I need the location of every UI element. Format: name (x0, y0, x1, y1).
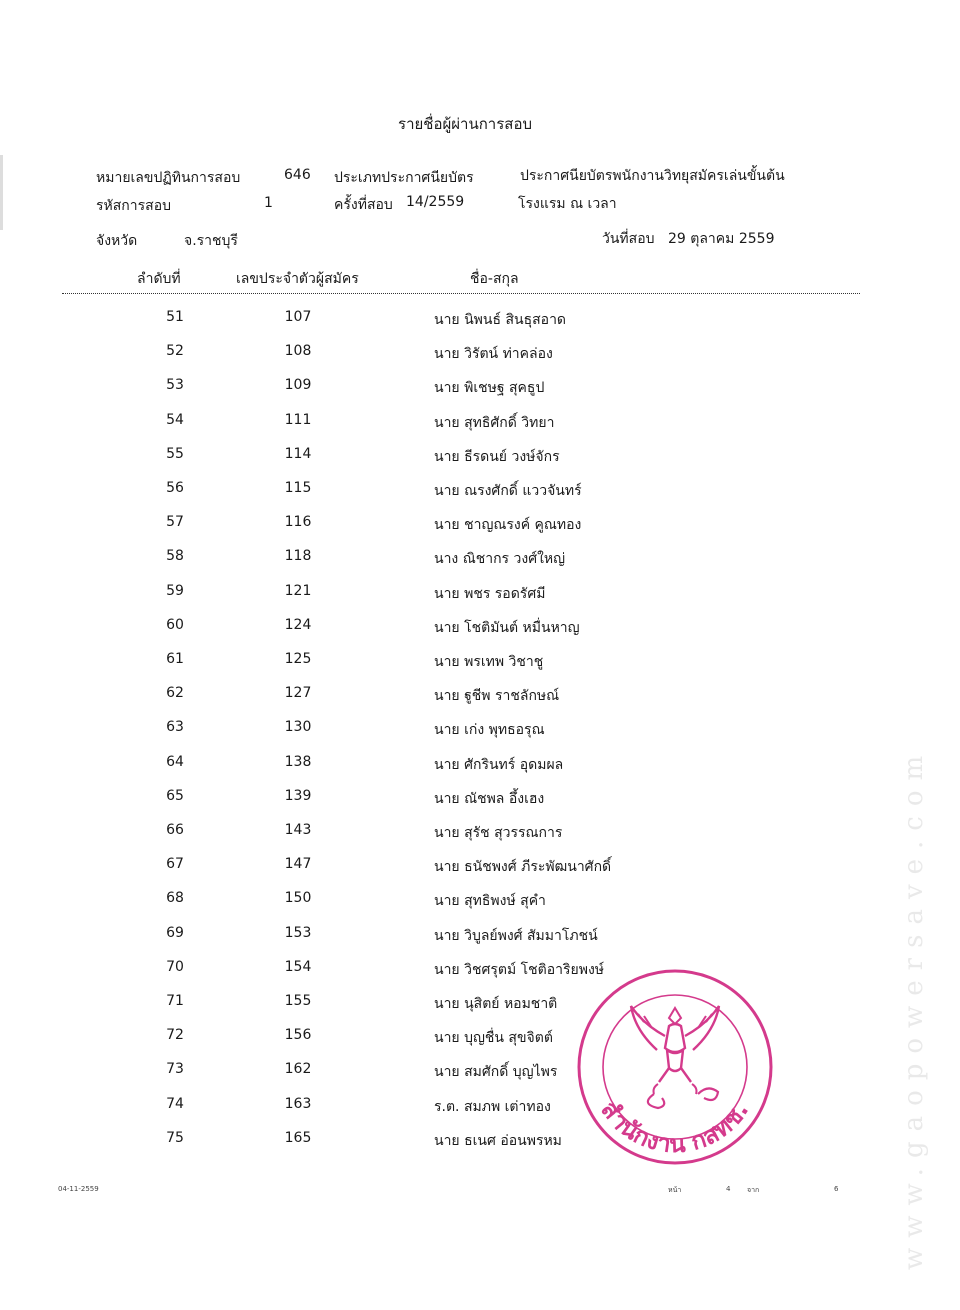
row-no: 55 (166, 445, 184, 462)
province-value: จ.ราชบุรี (184, 233, 238, 249)
table-row (0, 959, 960, 989)
row-candidate-id: 125 (284, 651, 312, 667)
row-candidate-id: 118 (284, 548, 312, 565)
row-candidate-id: 139 (284, 787, 312, 804)
row-no: 70 (166, 958, 184, 975)
row-no: 68 (166, 890, 184, 907)
venue: โรงแรม ณ เวลา (518, 196, 617, 212)
row-no: 73 (166, 1061, 184, 1078)
row-candidate-id: 116 (284, 514, 312, 531)
row-name: นาย วิบูลย์พงศ์ สัมมาโภชน์ (434, 927, 598, 944)
row-no: 53 (166, 377, 184, 394)
permit-label: หมายเลขปฏิทินการสอบ (96, 170, 241, 186)
row-no: 51 (166, 309, 184, 325)
row-name: นาย ธีรดนย์ วงษ์จักร (434, 448, 560, 465)
table-row (0, 822, 960, 852)
row-name: นาย พิเชษฐ สุคธูป (434, 380, 545, 397)
round-label: ครั้งที่สอบ (334, 197, 393, 213)
row-candidate-id: 109 (284, 377, 312, 394)
table-row (0, 856, 960, 886)
cert-type-value: ประกาศนียบัตรพนักงานวิทยุสมัครเล่นขั้นต้น (520, 168, 785, 184)
table-row (0, 1096, 960, 1126)
table-row (0, 788, 960, 818)
row-candidate-id: 153 (284, 924, 312, 941)
row-candidate-id: 163 (284, 1095, 312, 1112)
page-number: 4 (726, 1185, 731, 1193)
row-candidate-id: 138 (284, 753, 312, 770)
print-date: 04-11-2559 (58, 1185, 99, 1193)
col-header-name: ชื่อ-สกุล (470, 271, 519, 287)
row-candidate-id: 127 (284, 685, 312, 702)
row-name: นาย ฐูชีพ ราชลักษณ์ (434, 688, 560, 705)
row-name: นาย ณรงศักดิ์ แววจันทร์ (434, 483, 582, 499)
row-name: นาย สมศักดิ์ บุญไพร (434, 1064, 558, 1081)
table-row (0, 412, 960, 442)
row-name: นาย สุรัช สุวรรณการ (434, 825, 563, 841)
table-row (0, 480, 960, 510)
exam-date-label: วันที่สอบ (602, 231, 655, 247)
page-label: หน้า (668, 1186, 682, 1194)
row-name: นาย วิรัตน์ ท่าคล่อง (434, 346, 553, 363)
row-name: นาย พชร รอดรัศมี (434, 585, 546, 602)
table-row (0, 890, 960, 920)
table-row (0, 719, 960, 749)
row-candidate-id: 111 (284, 411, 312, 428)
row-candidate-id: 108 (284, 343, 312, 360)
row-candidate-id: 150 (284, 890, 312, 907)
row-name: นาย สุทธิศักดิ์ วิทยา (434, 414, 555, 431)
round-value: 14/2559 (406, 194, 465, 210)
official-seal (574, 966, 776, 1168)
row-candidate-id: 121 (284, 582, 312, 599)
table-row (0, 925, 960, 955)
table-row (0, 446, 960, 476)
table-row (0, 1130, 960, 1160)
svg-text:สำนักงาน กสทช. (595, 1096, 754, 1159)
row-name: นาย โชติมันต์ หมื่นหาญ (434, 619, 580, 636)
row-name: นาย ชาญณรงค์ คูณทอง (434, 517, 582, 534)
row-name: นาย นิพนธ์ สินธุสอาด (434, 312, 567, 328)
table-row (0, 583, 960, 613)
row-no: 57 (166, 514, 184, 531)
row-name: ร.ต. สมภพ เต่าทอง (434, 1098, 551, 1115)
row-no: 56 (166, 480, 184, 496)
row-name: นาย วิชศรุตม์ โชติอาริยพงษ์ (434, 961, 605, 978)
row-name: นาย สุทธิพงษ์ สุคำ (434, 893, 546, 910)
table-row (0, 617, 960, 647)
row-candidate-id: 165 (284, 1129, 312, 1146)
row-name: นาย ธนัชพงศ์ ภีระพัฒนาศักดิ์ (434, 859, 612, 876)
row-no: 69 (166, 924, 184, 941)
garuda-emblem-icon (631, 1006, 719, 1108)
of-label: จาก (747, 1186, 760, 1194)
row-name: นาย ศักรินทร์ อุดมผล (434, 756, 564, 773)
table-row (0, 1061, 960, 1091)
table-row (0, 685, 960, 715)
row-no: 67 (166, 856, 184, 873)
row-name: นาง ณิชากร วงศ์ใหญ่ (434, 551, 566, 568)
row-no: 65 (166, 787, 184, 804)
row-name: นาย บุญชื่น สุขจิตต์ (434, 1030, 553, 1047)
page-total: 6 (834, 1185, 839, 1193)
permit-value: 646 (284, 167, 311, 183)
table-row (0, 993, 960, 1023)
scan-edge (0, 155, 3, 230)
row-no: 59 (166, 582, 184, 599)
exam-date-value: 29 ตุลาคม 2559 (668, 231, 775, 247)
table-row (0, 377, 960, 407)
table-row (0, 514, 960, 544)
watermark (899, 60, 929, 1280)
row-name: นาย ณัชพล อึ้งเฮง (434, 790, 545, 807)
row-no: 74 (166, 1095, 184, 1112)
row-candidate-id: 124 (284, 616, 312, 633)
row-candidate-id: 156 (284, 1027, 312, 1044)
row-no: 60 (166, 616, 184, 633)
table-row (0, 548, 960, 578)
page-title: รายชื่อผู้ผ่านการสอบ (398, 115, 532, 133)
province-label: จังหวัด (96, 233, 138, 249)
cert-type-label: ประเภทประกาศนียบัตร (334, 170, 474, 186)
row-candidate-id: 130 (284, 719, 312, 736)
row-no: 61 (166, 651, 184, 667)
row-no: 71 (166, 993, 184, 1009)
col-header-id: เลขประจำตัวผู้สมัคร (236, 271, 359, 287)
row-no: 58 (166, 548, 184, 565)
row-candidate-id: 143 (284, 822, 312, 838)
row-candidate-id: 155 (284, 993, 312, 1009)
row-no: 63 (166, 719, 184, 736)
exam-code-value: 1 (264, 195, 273, 211)
watermark-text: www.gaopowersave.com (899, 745, 929, 1270)
row-no: 66 (166, 822, 184, 838)
row-no: 75 (166, 1129, 184, 1146)
row-name: นาย ธเนศ อ่อนพรหม (434, 1132, 562, 1149)
row-no: 62 (166, 685, 184, 702)
row-no: 52 (166, 343, 184, 360)
table-row (0, 651, 960, 681)
row-candidate-id: 162 (284, 1061, 312, 1078)
table-row (0, 309, 960, 339)
table-row (0, 754, 960, 784)
row-candidate-id: 114 (284, 445, 312, 462)
row-no: 72 (166, 1027, 184, 1044)
row-no: 54 (166, 411, 184, 428)
row-name: นาย นุสิตย์ หอมชาติ (434, 996, 558, 1012)
col-header-no: ลำดับที่ (137, 271, 181, 287)
table-row (0, 343, 960, 373)
row-candidate-id: 154 (284, 958, 312, 975)
row-candidate-id: 115 (284, 480, 312, 496)
row-candidate-id: 147 (284, 856, 312, 873)
exam-code-label: รหัสการสอบ (96, 198, 171, 214)
header-divider (62, 293, 860, 294)
row-no: 64 (166, 753, 184, 770)
row-name: นาย พรเทพ วิชาชู (434, 654, 544, 670)
row-candidate-id: 107 (284, 309, 312, 325)
row-name: นาย เก่ง พุทธอรุณ (434, 722, 545, 739)
seal-text: สำนักงาน กสทช. (595, 1095, 755, 1159)
table-row (0, 1027, 960, 1057)
